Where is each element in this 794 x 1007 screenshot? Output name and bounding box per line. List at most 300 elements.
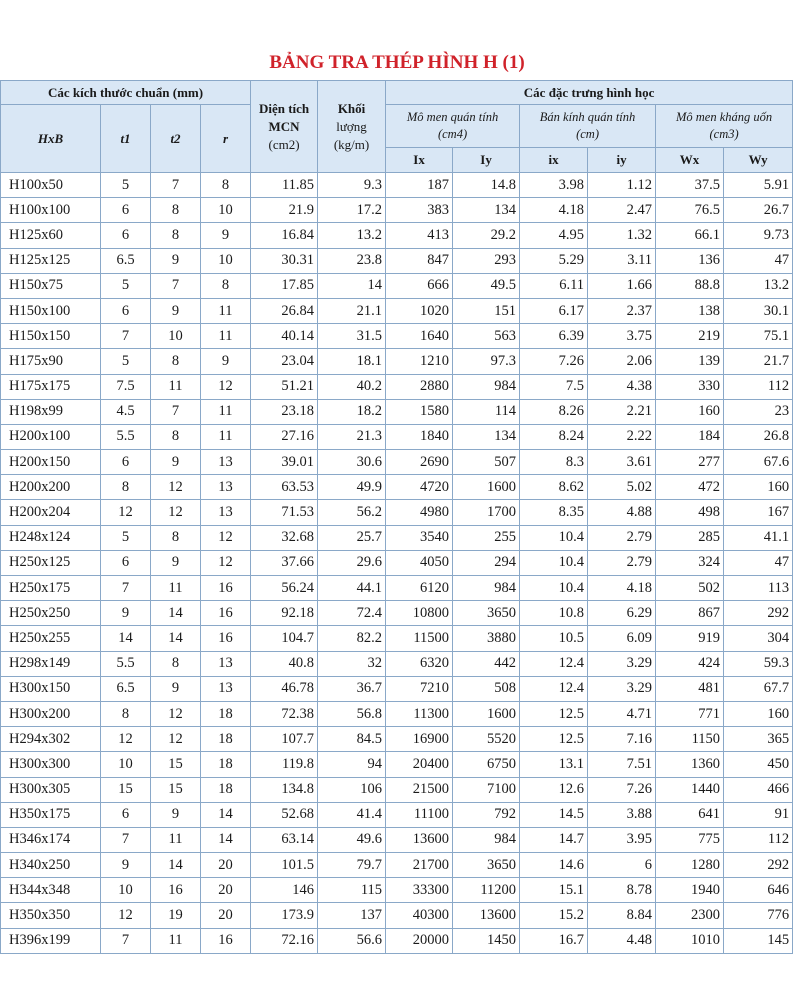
cell-ix: 11500 [386,626,453,651]
cell-r: 8 [201,273,251,298]
cell-t1: 5 [101,525,151,550]
header-area-unit: (cm2) [268,136,300,152]
cell-r: 11 [201,324,251,349]
cell-iy: 134 [453,198,520,223]
cell-rx: 8.35 [520,500,588,525]
cell-r: 10 [201,198,251,223]
cell-area: 63.14 [251,827,318,852]
cell-r: 11 [201,298,251,323]
cell-ix: 847 [386,248,453,273]
table-row [1,248,793,273]
header-wx: Wx [656,148,724,173]
cell-iy: 114 [453,399,520,424]
table-row [1,777,793,802]
cell-t1: 12 [101,500,151,525]
cell-t2: 8 [151,525,201,550]
cell-weight: 79.7 [318,853,386,878]
cell-hxb: H100x100 [1,198,101,223]
cell-iy: 792 [453,802,520,827]
cell-wx: 424 [656,651,724,676]
cell-rx: 13.1 [520,752,588,777]
cell-iy: 5520 [453,727,520,752]
cell-t1: 6 [101,550,151,575]
cell-ix: 2690 [386,450,453,475]
cell-ix: 2880 [386,374,453,399]
cell-t1: 5 [101,349,151,374]
cell-t2: 19 [151,903,201,928]
cell-wy: 26.8 [724,424,793,449]
cell-ry: 5.02 [588,475,656,500]
cell-rx: 3.98 [520,173,588,198]
cell-area: 30.31 [251,248,318,273]
cell-t2: 8 [151,651,201,676]
cell-ry: 2.79 [588,525,656,550]
cell-ry: 2.21 [588,399,656,424]
cell-wx: 1360 [656,752,724,777]
cell-wy: 365 [724,727,793,752]
cell-wx: 285 [656,525,724,550]
cell-t2: 8 [151,223,201,248]
cell-t2: 10 [151,324,201,349]
cell-hxb: H250x250 [1,601,101,626]
cell-area: 52.68 [251,802,318,827]
cell-hxb: H298x149 [1,651,101,676]
table-row [1,903,793,928]
cell-wx: 641 [656,802,724,827]
cell-rx: 8.26 [520,399,588,424]
cell-weight: 49.6 [318,827,386,852]
cell-wy: 13.2 [724,273,793,298]
header-ry: iy [588,148,656,173]
cell-ix: 10800 [386,601,453,626]
cell-wy: 646 [724,878,793,903]
header-area-line2: MCN [268,118,300,134]
cell-area: 107.7 [251,727,318,752]
cell-wy: 113 [724,576,793,601]
cell-t1: 7 [101,827,151,852]
cell-hxb: H200x200 [1,475,101,500]
header-moment-unit: (cm4) [437,127,468,141]
table-row [1,223,793,248]
cell-ix: 1840 [386,424,453,449]
cell-t1: 6 [101,198,151,223]
cell-ix: 6120 [386,576,453,601]
cell-weight: 32 [318,651,386,676]
cell-ix: 1210 [386,349,453,374]
cell-t2: 9 [151,450,201,475]
cell-area: 26.84 [251,298,318,323]
cell-t1: 5.5 [101,424,151,449]
cell-t2: 11 [151,928,201,953]
cell-t2: 9 [151,676,201,701]
cell-r: 8 [201,173,251,198]
cell-t2: 15 [151,777,201,802]
cell-wy: 30.1 [724,298,793,323]
cell-ry: 6.09 [588,626,656,651]
steel-table [0,80,793,954]
cell-r: 16 [201,576,251,601]
cell-ry: 3.61 [588,450,656,475]
cell-ry: 2.47 [588,198,656,223]
table-row [1,550,793,575]
cell-rx: 10.8 [520,601,588,626]
cell-ry: 6.29 [588,601,656,626]
cell-ix: 187 [386,173,453,198]
cell-t1: 5.5 [101,651,151,676]
cell-t1: 8 [101,701,151,726]
cell-wx: 76.5 [656,198,724,223]
cell-ix: 1640 [386,324,453,349]
cell-ry: 1.66 [588,273,656,298]
cell-ry: 1.32 [588,223,656,248]
cell-wx: 1440 [656,777,724,802]
cell-r: 10 [201,248,251,273]
cell-area: 11.85 [251,173,318,198]
cell-iy: 97.3 [453,349,520,374]
cell-ix: 21500 [386,777,453,802]
cell-t1: 8 [101,475,151,500]
cell-wx: 1150 [656,727,724,752]
cell-hxb: H250x255 [1,626,101,651]
cell-iy: 984 [453,827,520,852]
cell-area: 134.8 [251,777,318,802]
cell-wy: 47 [724,248,793,273]
cell-t1: 6 [101,298,151,323]
cell-weight: 115 [318,878,386,903]
cell-wx: 502 [656,576,724,601]
table-row [1,878,793,903]
cell-weight: 41.4 [318,802,386,827]
cell-rx: 12.5 [520,701,588,726]
cell-area: 27.16 [251,424,318,449]
cell-weight: 56.2 [318,500,386,525]
header-area [251,81,318,173]
cell-area: 92.18 [251,601,318,626]
table-body [1,173,793,954]
cell-r: 14 [201,827,251,852]
table-row [1,701,793,726]
cell-wy: 75.1 [724,324,793,349]
header-t1: t1 [101,105,151,173]
cell-wx: 37.5 [656,173,724,198]
cell-area: 16.84 [251,223,318,248]
cell-weight: 44.1 [318,576,386,601]
cell-ry: 2.79 [588,550,656,575]
cell-weight: 56.8 [318,701,386,726]
cell-ry: 4.71 [588,701,656,726]
cell-iy: 11200 [453,878,520,903]
page-title: BẢNG TRA THÉP HÌNH H (1) [269,52,525,73]
cell-weight: 25.7 [318,525,386,550]
cell-ry: 4.88 [588,500,656,525]
cell-t2: 12 [151,727,201,752]
cell-weight: 72.4 [318,601,386,626]
cell-ix: 1580 [386,399,453,424]
cell-ry: 7.16 [588,727,656,752]
cell-weight: 14 [318,273,386,298]
cell-hxb: H350x350 [1,903,101,928]
cell-hxb: H125x60 [1,223,101,248]
cell-t2: 8 [151,349,201,374]
cell-t1: 12 [101,903,151,928]
cell-rx: 12.4 [520,676,588,701]
header-radius-gyration [520,105,656,148]
cell-r: 16 [201,626,251,651]
header-moment-inertia [386,105,520,148]
cell-t2: 8 [151,198,201,223]
cell-weight: 56.6 [318,928,386,953]
cell-rx: 6.17 [520,298,588,323]
cell-weight: 21.3 [318,424,386,449]
cell-area: 72.38 [251,701,318,726]
table-row [1,802,793,827]
cell-weight: 13.2 [318,223,386,248]
cell-iy: 29.2 [453,223,520,248]
cell-iy: 293 [453,248,520,273]
table-row [1,651,793,676]
cell-rx: 14.6 [520,853,588,878]
cell-weight: 84.5 [318,727,386,752]
cell-area: 40.14 [251,324,318,349]
cell-area: 173.9 [251,903,318,928]
cell-area: 51.21 [251,374,318,399]
cell-t2: 8 [151,424,201,449]
cell-t1: 7 [101,324,151,349]
cell-rx: 16.7 [520,928,588,953]
table-row [1,475,793,500]
cell-ix: 1020 [386,298,453,323]
table-row [1,676,793,701]
cell-t1: 6 [101,802,151,827]
cell-hxb: H344x348 [1,878,101,903]
cell-weight: 137 [318,903,386,928]
cell-iy: 563 [453,324,520,349]
cell-wx: 775 [656,827,724,852]
cell-wy: 26.7 [724,198,793,223]
cell-rx: 6.11 [520,273,588,298]
cell-weight: 30.6 [318,450,386,475]
cell-area: 23.04 [251,349,318,374]
cell-wx: 867 [656,601,724,626]
cell-rx: 10.4 [520,576,588,601]
header-section-modulus [656,105,793,148]
cell-ry: 3.75 [588,324,656,349]
table-row [1,752,793,777]
cell-wy: 91 [724,802,793,827]
cell-area: 63.53 [251,475,318,500]
cell-r: 12 [201,525,251,550]
cell-weight: 9.3 [318,173,386,198]
cell-area: 71.53 [251,500,318,525]
cell-area: 72.16 [251,928,318,953]
cell-weight: 18.1 [318,349,386,374]
cell-weight: 29.6 [318,550,386,575]
cell-wy: 160 [724,475,793,500]
table-row [1,928,793,953]
cell-rx: 4.95 [520,223,588,248]
cell-wx: 277 [656,450,724,475]
cell-area: 56.24 [251,576,318,601]
cell-iy: 1700 [453,500,520,525]
cell-ix: 21700 [386,853,453,878]
cell-iy: 1450 [453,928,520,953]
cell-iy: 442 [453,651,520,676]
table-row [1,853,793,878]
cell-area: 40.8 [251,651,318,676]
table-row [1,298,793,323]
cell-ix: 20400 [386,752,453,777]
cell-r: 12 [201,374,251,399]
cell-r: 14 [201,802,251,827]
cell-t1: 6 [101,223,151,248]
cell-ix: 11100 [386,802,453,827]
cell-wx: 330 [656,374,724,399]
cell-t1: 6 [101,450,151,475]
cell-rx: 14.5 [520,802,588,827]
cell-iy: 13600 [453,903,520,928]
cell-wx: 1010 [656,928,724,953]
cell-t1: 4.5 [101,399,151,424]
cell-ry: 3.88 [588,802,656,827]
cell-wx: 2300 [656,903,724,928]
cell-t2: 11 [151,576,201,601]
cell-hxb: H175x90 [1,349,101,374]
cell-ry: 8.78 [588,878,656,903]
cell-t2: 9 [151,248,201,273]
cell-area: 21.9 [251,198,318,223]
cell-t1: 7 [101,928,151,953]
table-row [1,450,793,475]
cell-r: 20 [201,878,251,903]
cell-r: 16 [201,928,251,953]
cell-r: 16 [201,601,251,626]
cell-wx: 324 [656,550,724,575]
table-row [1,626,793,651]
cell-ix: 13600 [386,827,453,852]
cell-ry: 3.95 [588,827,656,852]
cell-t1: 9 [101,853,151,878]
cell-t2: 14 [151,853,201,878]
cell-hxb: H300x150 [1,676,101,701]
header-radius-unit: (cm) [576,127,599,141]
cell-t2: 7 [151,273,201,298]
cell-t2: 7 [151,399,201,424]
cell-iy: 3650 [453,853,520,878]
cell-iy: 151 [453,298,520,323]
cell-iy: 984 [453,374,520,399]
table-row [1,827,793,852]
cell-ix: 11300 [386,701,453,726]
table-row [1,374,793,399]
cell-t1: 15 [101,777,151,802]
cell-wx: 219 [656,324,724,349]
cell-wy: 112 [724,827,793,852]
header-weight-unit: (kg/m) [333,136,370,152]
header-hxb: HxB [1,105,101,173]
cell-weight: 40.2 [318,374,386,399]
cell-hxb: H300x300 [1,752,101,777]
cell-hxb: H125x125 [1,248,101,273]
cell-area: 23.18 [251,399,318,424]
cell-wy: 145 [724,928,793,953]
header-weight-line1: Khối [337,100,366,116]
cell-iy: 1600 [453,475,520,500]
table-row [1,399,793,424]
cell-r: 13 [201,676,251,701]
cell-wx: 136 [656,248,724,273]
cell-hxb: H396x199 [1,928,101,953]
cell-r: 12 [201,550,251,575]
header-ix: Ix [386,148,453,173]
cell-ix: 40300 [386,903,453,928]
cell-r: 20 [201,903,251,928]
cell-wy: 41.1 [724,525,793,550]
cell-hxb: H100x50 [1,173,101,198]
header-moment-label: Mô men quán tính [406,110,499,124]
header-dimensions-group: Các kích thước chuẩn (mm) [1,81,251,105]
cell-area: 37.66 [251,550,318,575]
cell-t2: 12 [151,475,201,500]
cell-t2: 11 [151,827,201,852]
cell-rx: 4.18 [520,198,588,223]
cell-ry: 7.51 [588,752,656,777]
cell-ix: 4050 [386,550,453,575]
cell-wy: 5.91 [724,173,793,198]
cell-iy: 294 [453,550,520,575]
cell-wx: 139 [656,349,724,374]
cell-r: 20 [201,853,251,878]
cell-t1: 10 [101,752,151,777]
cell-ix: 4980 [386,500,453,525]
cell-wy: 292 [724,601,793,626]
cell-hxb: H350x175 [1,802,101,827]
cell-hxb: H294x302 [1,727,101,752]
header-modulus-label: Mô men kháng uốn [675,110,773,124]
cell-wy: 9.73 [724,223,793,248]
cell-rx: 15.2 [520,903,588,928]
cell-wy: 167 [724,500,793,525]
header-weight-line2: lượng [336,118,367,134]
cell-wx: 481 [656,676,724,701]
cell-t2: 7 [151,173,201,198]
cell-ry: 6 [588,853,656,878]
cell-iy: 255 [453,525,520,550]
header-rx: ix [520,148,588,173]
cell-iy: 507 [453,450,520,475]
header-geometry-group: Các đặc trưng hình học [386,81,793,105]
cell-wy: 23 [724,399,793,424]
cell-wy: 67.7 [724,676,793,701]
header-r: r [201,105,251,173]
cell-iy: 3650 [453,601,520,626]
cell-weight: 31.5 [318,324,386,349]
cell-t2: 14 [151,626,201,651]
cell-ix: 383 [386,198,453,223]
cell-t1: 5 [101,273,151,298]
cell-iy: 49.5 [453,273,520,298]
cell-area: 104.7 [251,626,318,651]
cell-wy: 21.7 [724,349,793,374]
header-modulus-unit: (cm3) [709,127,739,141]
table-row [1,349,793,374]
header-radius-label: Bán kính quán tính [539,110,636,124]
cell-wy: 47 [724,550,793,575]
cell-ix: 6320 [386,651,453,676]
cell-wx: 1280 [656,853,724,878]
cell-t2: 12 [151,500,201,525]
cell-area: 146 [251,878,318,903]
cell-t2: 9 [151,298,201,323]
